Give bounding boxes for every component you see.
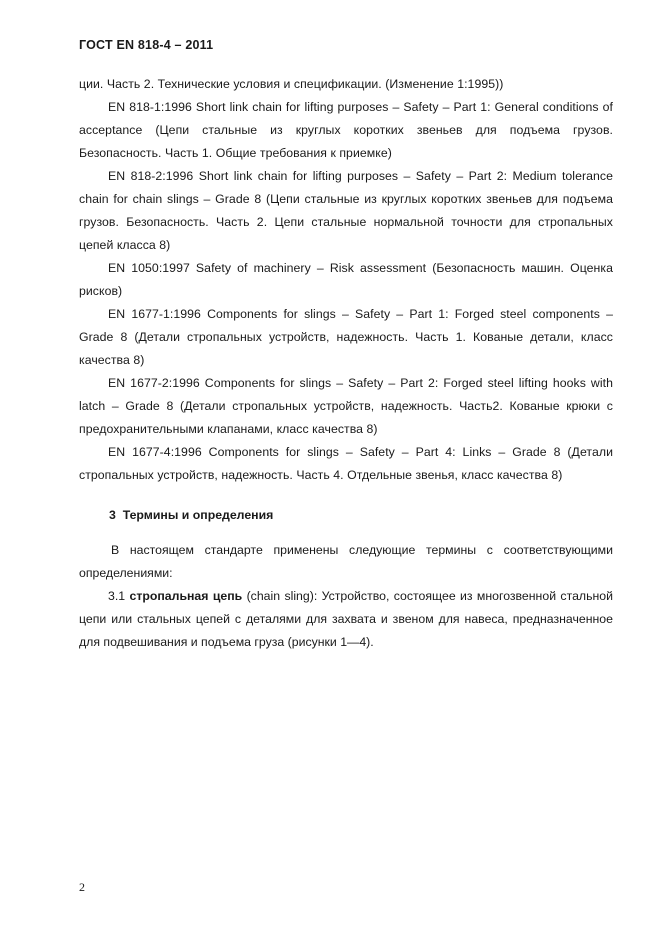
- term-definition: [79, 585, 613, 654]
- section-body: [79, 539, 613, 654]
- section-title: Термины и определения: [122, 508, 274, 522]
- reference-item: EN 818-1:1996 Short link chain for lifting purposes – Safety – Part 1: General conditions of acceptance (Цепи стальные из круглых коротких звеньев для подъема грузов. Безопасность. Часть 1. Общие требования к приемке): [79, 100, 613, 160]
- reference-item: EN 818-2:1996 Short link chain for lifting purposes – Safety – Part 2: Medium tolerance chain for chain slings – Grade 8 (Цепи стальные из круглых коротких звеньев для подъема грузов. Безопасность. Часть 2. Цепи стальные нормальной точности для стропальных цепей класса 8): [79, 169, 613, 252]
- document-header: ГОСТ EN 818-4 – 2011: [79, 38, 214, 52]
- section-intro: В настоящем стандарте применены следующие термины с соответствующими определениями:: [79, 543, 613, 580]
- normative-references: [79, 73, 613, 487]
- section-number: 3: [109, 508, 116, 522]
- reference-item: EN 1050:1997 Safety of machinery – Risk assessment (Безопасность машин. Оценка рисков): [79, 261, 613, 298]
- reference-item: EN 1677-4:1996 Components for slings – Safety – Part 4: Links – Grade 8 (Детали стропальных устройств, надежность. Часть 4. Отдельные звенья, класс качества 8): [79, 445, 613, 482]
- page-number: 2: [79, 880, 85, 894]
- term-text: : Устройство, состоящее из многозвенной стальной цепи или стальных цепей с деталями для захвата и звеном для навеса, предназначенное для подвешивания и подъема груза (рисунки 1—4).: [79, 589, 613, 649]
- section-heading: [109, 508, 273, 522]
- reference-item: EN 1677-2:1996 Components for slings – Safety – Part 2: Forged steel lifting hooks with latch – Grade 8 (Детали стропальных устройств, надежность. Часть2. Кованые крюки с предохранительными клапанами, класс качества 8): [79, 376, 613, 436]
- term-name: стропальная цепь: [129, 589, 243, 603]
- reference-item: EN 1677-1:1996 Components for slings – Safety – Part 1: Forged steel components – Grade 8 (Детали стропальных устройств, надежность. Часть 1. Кованые детали, класс качества 8): [79, 307, 613, 367]
- term-english: (chain sling): [246, 589, 314, 603]
- reference-item: ции. Часть 2. Технические условия и спецификации. (Изменение 1:1995)): [79, 77, 504, 91]
- term-number: 3.1: [108, 589, 126, 603]
